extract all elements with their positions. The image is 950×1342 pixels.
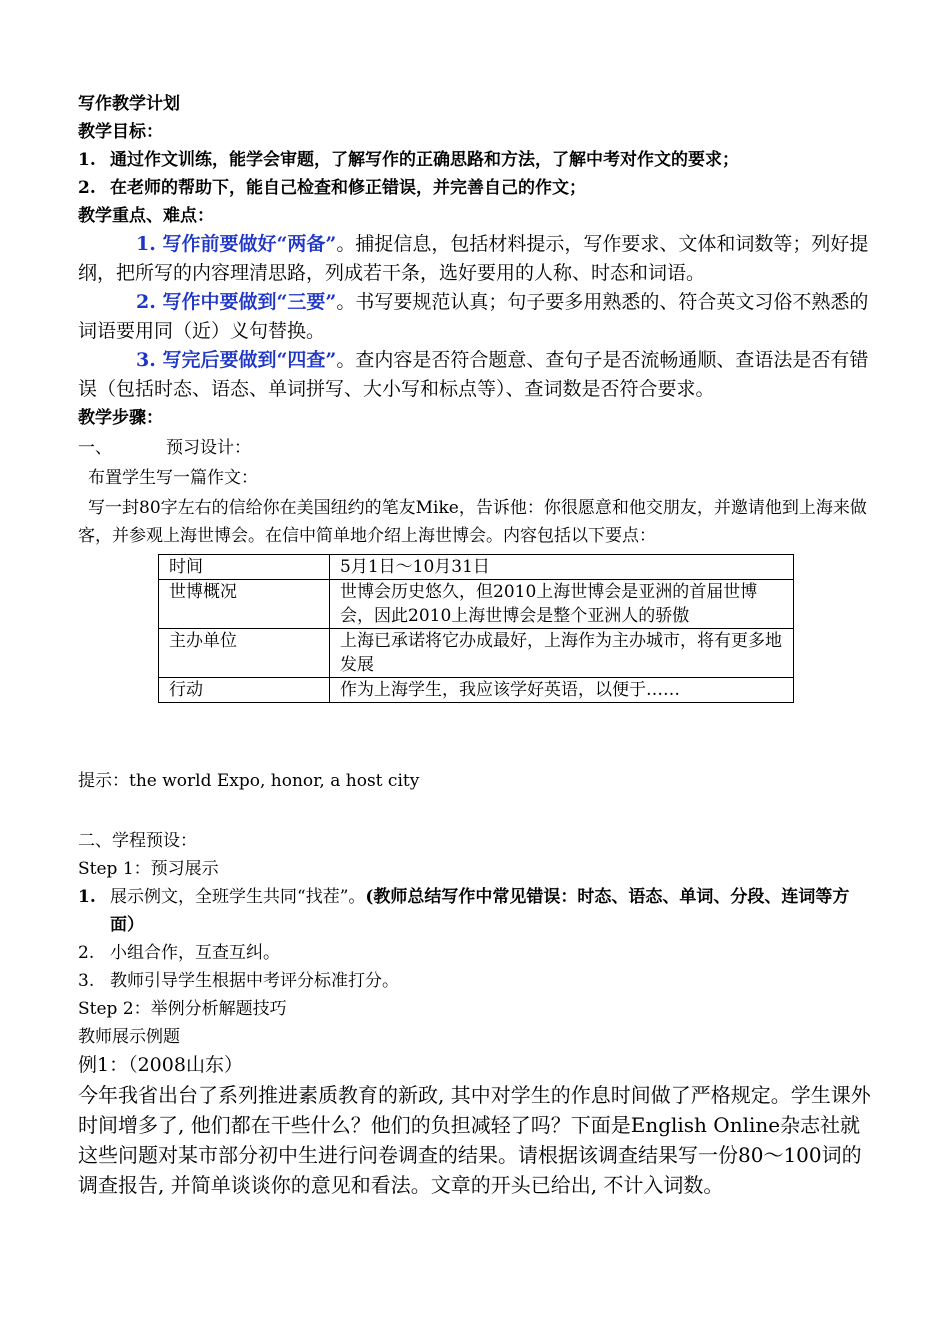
step1-item	[78, 939, 874, 967]
goal-text: 在老师的帮助下，能自己检查和修正错误，并完善自己的作文；	[110, 178, 586, 198]
steps-heading: 教学步骤：	[78, 408, 163, 428]
hint-text: 提示：the world Expo, honor, a host city	[78, 771, 420, 791]
keypoint-text: 。捕捉信息，包括材料提示，写作要求、文体和词数等；列好提纲，把所写的内容理清思路，列成若干条，选好要用的人称、时态和词语。	[78, 233, 869, 284]
table-row	[159, 678, 794, 703]
keypoint-text: 。书写要规范认真；句子要多用熟悉的、符合英文习俗不熟悉的词语要用同（近）义句替换。	[78, 291, 869, 342]
table-key: 时间	[159, 555, 330, 580]
goal-item	[78, 174, 874, 202]
goal-item	[78, 146, 874, 174]
table-value: 上海已承诺将它办成最好，上海作为主办城市，将有更多地发展	[330, 629, 794, 678]
step1-item	[78, 883, 874, 939]
table-key: 行动	[159, 678, 330, 703]
step1-item-num: 1.	[78, 887, 96, 907]
step1-item	[78, 967, 874, 995]
table-row	[159, 555, 794, 580]
step2-heading: Step 2：举例分析解题技巧	[78, 999, 287, 1019]
keypoints-heading: 教学重点、难点：	[78, 206, 214, 226]
keypoint-text: 。查内容是否符合题意、查句子是否流畅通顺、查语法是否有错误（包括时态、语态、单词拼写、大小写和标点等）、查词数是否符合要求。	[78, 349, 869, 400]
example-text: 今年我省出台了系列推进素质教育的新政, 其中对学生的作息时间做了严格规定。学生课外时间增多了, 他们都在干些什么？他们的负担减轻了吗？下面是English Online杂志社就这些问题对某市部分初中生进行问卷调查的结果。请根据该调查结果写一份80～100词的调查报告, 并简单谈谈你的意见和看法。文章的开头已给出, 不计入词数。	[78, 1083, 871, 1197]
table-key: 世博概况	[159, 580, 330, 629]
doc-title: 写作教学计划	[78, 94, 180, 114]
table-value: 5月1日～10月31日	[330, 555, 794, 580]
table-key: 主办单位	[159, 629, 330, 678]
table-row	[159, 629, 794, 678]
document-body	[78, 90, 874, 1200]
task-text: 写一封80字左右的信给你在美国纽约的笔友Mike，告诉他：你很愿意和他交朋友，并邀请他到上海来做客，并参观上海世博会。在信中简单地介绍上海世博会。内容包括以下要点：	[78, 498, 867, 546]
table-value: 作为上海学生，我应该学好英语，以便于……	[330, 678, 794, 703]
keypoint-paragraph	[78, 346, 874, 404]
goal-text: 通过作文训练，能学会审题，了解写作的正确思路和方法，了解中考对作文的要求；	[110, 150, 739, 170]
section2-heading: 二、学程预设：	[78, 831, 197, 851]
table-row	[159, 580, 794, 629]
keypoint-paragraph	[78, 230, 874, 288]
step1-item-text: 小组合作，互查互纠。	[110, 943, 280, 963]
keypoint-paragraph	[78, 288, 874, 346]
section1-num: 一、	[78, 438, 112, 458]
goal-num: 2.	[78, 178, 96, 198]
goal-num: 1.	[78, 150, 96, 170]
keypoint-lead: 1. 写作前要做好“两备”	[136, 233, 337, 255]
section1-heading	[78, 434, 874, 462]
goals-heading: 教学目标：	[78, 122, 163, 142]
step1-item-num: 3.	[78, 971, 95, 991]
keypoint-lead: 2. 写作中要做到“三要”	[136, 291, 337, 313]
keypoint-lead: 3. 写完后要做到“四查”	[136, 349, 337, 371]
step1-item-note: (教师总结写作中常见错误：时态、语态、单词、分段、连词等方面）	[110, 887, 850, 935]
step1-item-text: 展示例文，全班学生共同“找茬”。	[110, 887, 366, 907]
step1-heading: Step 1：预习展示	[78, 859, 219, 879]
assign-text: 布置学生写一篇作文：	[88, 468, 258, 488]
points-table	[158, 554, 794, 703]
step1-item-text: 教师引导学生根据中考评分标准打分。	[110, 971, 399, 991]
demo-text: 教师展示例题	[78, 1027, 180, 1047]
step1-item-num: 2.	[78, 943, 95, 963]
example-title: 例1：（2008山东）	[78, 1054, 243, 1076]
section1-title: 预习设计：	[166, 438, 251, 458]
table-value: 世博会历史悠久，但2010上海世博会是亚洲的首届世博会，因此2010上海世博会是整个亚洲人的骄傲	[330, 580, 794, 629]
